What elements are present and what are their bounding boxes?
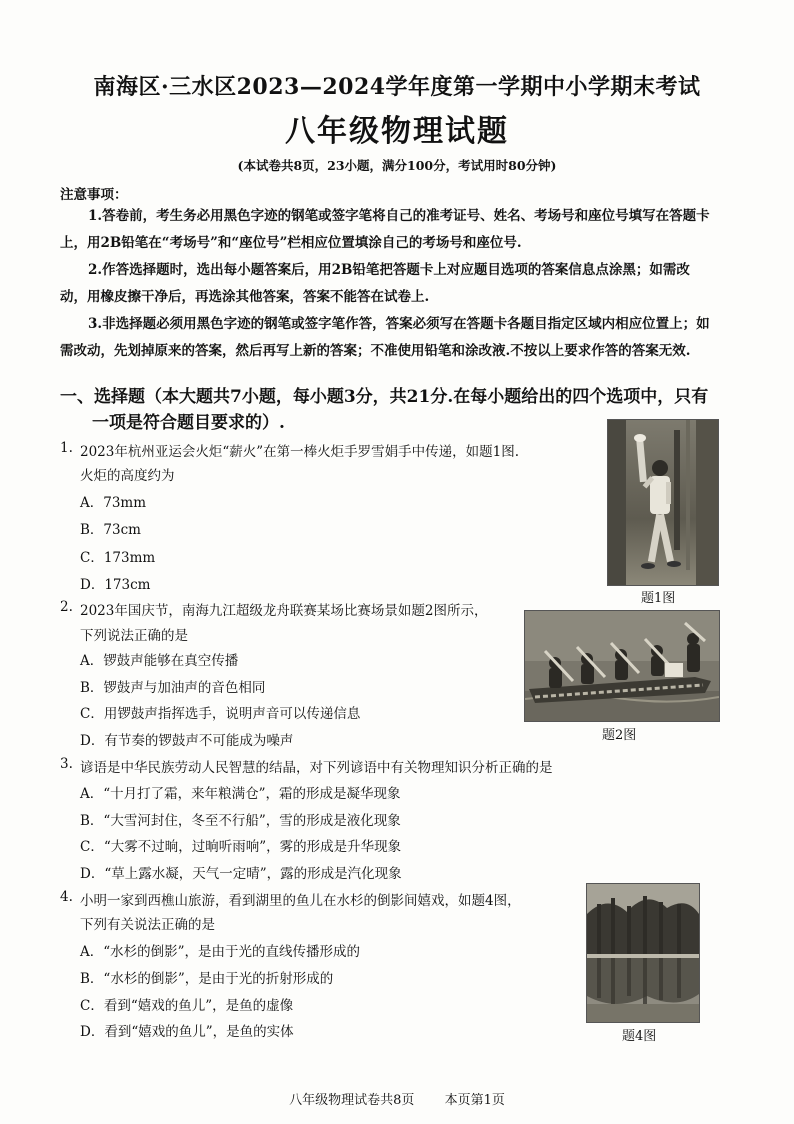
notice-item-3: 3.非选择题必须用黑色字迹的钢笔或签字笔作答，答案必须写在答题卡各题目指定区域内相应位置上；如需改动，先划掉原来的答案，然后再写上新的答案；不准使用铅笔和涂改液.不按以上要求作答的答案无效.: [60, 316, 710, 359]
exam-title: 南海区·三水区2023—2024学年度第一学期中小学期末考试: [93, 74, 701, 100]
notice-item-2: 2.作答选择题时，选出每小题答案后，用2B铅笔把答题卡上对应题目选项的答案信息点涂黑；如需改动，用橡皮擦干净后，再选涂其他答案，答案不能答在试卷上.: [60, 262, 690, 305]
figure-4-caption: 题4图: [622, 1029, 657, 1044]
question-number: 2.: [60, 599, 73, 615]
option-a: A．“十月打了霜，来年粮满仓”，霜的形成是凝华现象: [80, 786, 401, 802]
figure-1-caption: 题1图: [641, 591, 676, 606]
exam-info: (本试卷共8页，23小题，满分100分，考试用时80分钟): [237, 158, 557, 173]
question-stem: 下列有关说法正确的是: [80, 917, 215, 933]
option-c: C．“大雾不过晌，过晌听雨响”，雾的形成是升华现象: [80, 839, 402, 855]
question-stem: 2023年杭州亚运会火炬“薪火”在第一棒火炬手罗雪娟手中传递，如题1图.: [80, 444, 520, 460]
question-number: 1.: [60, 440, 73, 456]
section-heading: 一、选择题（本大题共7小题，每小题3分，共21分.在每小题给出的四个选项中，只有一项是符合题目要求的）.: [60, 387, 709, 433]
option-d: D．看到“嬉戏的鱼儿”，是鱼的实体: [80, 1024, 294, 1040]
option-b: B．“大雪河封住，冬至不行船”，雪的形成是液化现象: [80, 813, 401, 829]
option-c: C．用锣鼓声指挥选手，说明声音可以传递信息: [80, 706, 361, 722]
footer-total-pages: 八年级物理试卷共8页: [289, 1093, 415, 1108]
question-stem: 火炬的高度约为: [80, 468, 175, 484]
torch-photo: [607, 419, 719, 586]
page-footer: [0, 1089, 794, 1108]
option-b: B．锣鼓声与加油声的音色相同: [80, 680, 266, 696]
question-stem: 小明一家到西樵山旅游，看到湖里的鱼儿在水杉的倒影间嬉戏，如题4图，: [80, 893, 521, 909]
notice-heading: 注意事项：: [60, 187, 128, 203]
option-a: A．73mm: [80, 495, 147, 511]
option-a: A．锣鼓声能够在真空传播: [80, 653, 239, 669]
option-c: C．173mm: [80, 550, 156, 566]
option-d: D．173cm: [80, 577, 151, 593]
question-number: 3.: [60, 756, 73, 772]
option-a: A．“水杉的倒影”，是由于光的直线传播形成的: [80, 944, 361, 960]
figure-2-caption: 题2图: [602, 728, 637, 743]
question-stem: 下列说法正确的是: [80, 628, 188, 644]
option-b: B．73cm: [80, 522, 141, 538]
dragon-boat-photo: [524, 610, 720, 722]
question-stem: 谚语是中华民族劳动人民智慧的结晶，对下列谚语中有关物理知识分析正确的是: [80, 760, 553, 776]
option-d: D．“草上露水凝，天气一定晴”，露的形成是汽化现象: [80, 866, 402, 882]
footer-page-number: 本页第1页: [444, 1093, 505, 1108]
option-d: D．有节奏的锣鼓声不可能成为噪声: [80, 733, 294, 749]
subject-title: 八年级物理试题: [285, 114, 509, 149]
notice-item-1: 1.答卷前，考生务必用黑色字迹的钢笔或签字笔将自己的准考证号、姓名、考场号和座位号填写在答题卡上，用2B铅笔在“考场号”和“座位号”栏相应位置填涂自己的考场号和座位号.: [60, 208, 710, 251]
option-b: B．“水杉的倒影”，是由于光的折射形成的: [80, 971, 334, 987]
question-stem: 2023年国庆节，南海九江超级龙舟联赛某场比赛场景如题2图所示，: [80, 603, 488, 619]
question-number: 4.: [60, 889, 73, 905]
lake-reflection-photo: [586, 883, 700, 1023]
option-c: C．看到“嬉戏的鱼儿”，是鱼的虚像: [80, 998, 294, 1014]
